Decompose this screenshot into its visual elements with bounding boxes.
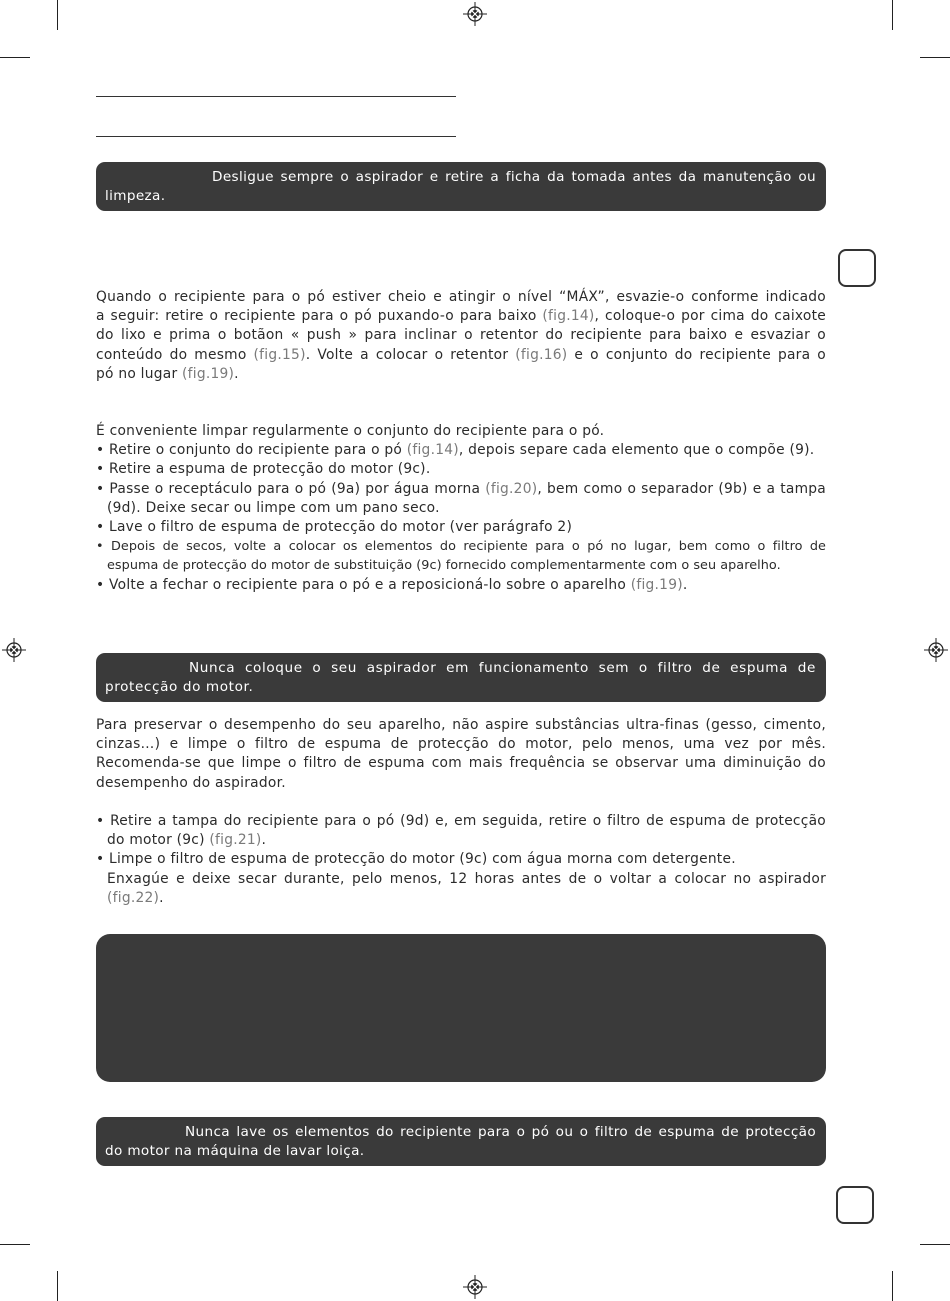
figure-reference: (fig.21) <box>209 832 262 849</box>
registration-mark-icon <box>924 638 948 662</box>
crop-mark <box>57 1271 58 1301</box>
list-item: • Depois de secos, volte a colocar os elementos do recipiente para o pó no lugar, bem como o filtro de <box>96 539 826 555</box>
figure-reference: (fig.22) <box>107 889 160 906</box>
crop-mark <box>57 0 58 30</box>
empty-dust-paragraph <box>96 288 826 384</box>
page-number-tab <box>836 1186 874 1224</box>
warning-text: Desligue sempre o aspirador e retire a ficha da tomada antes da manutenção ou limpeza. <box>105 169 816 204</box>
list-item: • Passe o receptáculo para o pó (9a) por água morna (fig.20), bem como o separador (9b) e a tampa <box>96 480 826 497</box>
warning-text: Nunca coloque o seu aspirador em funcionamento sem o filtro de espuma de <box>189 660 816 676</box>
figure-reference: (fig.19) <box>182 365 235 382</box>
warning-text: Nunca lave os elementos do recipiente para o pó ou o filtro de espuma de protecção <box>185 1124 816 1140</box>
list-item: • Retire a tampa do recipiente para o pó (9d) e, em seguida, retire o filtro de espuma de protecção <box>96 813 826 829</box>
header-rule <box>96 136 456 137</box>
list-item-continuation: do motor (9c) (fig.21). <box>107 832 267 849</box>
warning-panel-power <box>96 162 826 211</box>
list-item: • Limpe o filtro de espuma de protecção do motor (9c) com água morna com detergente. <box>96 851 736 868</box>
figure-reference: (fig.14) <box>542 308 595 325</box>
registration-mark-icon <box>463 2 487 26</box>
text-line: a seguir: retire o recipiente para o pó puxando-o para baixo (fig.14), coloque-o por cima do caixote <box>96 308 826 325</box>
warning-text: do motor na máquina de lavar loiça. <box>105 1143 365 1159</box>
text-line: Quando o recipiente para o pó estiver cheio e atingir o nível “MÁX”, esvazie-o conforme indicado <box>96 289 826 305</box>
text-line: do lixo e prima o botãon « push » para inclinar o retentor do recipiente para baixo e esvaziar o <box>96 327 826 344</box>
language-tab <box>838 249 876 287</box>
warning-text: protecção do motor. <box>105 679 254 695</box>
crop-mark <box>892 0 893 30</box>
crop-mark <box>920 1244 950 1245</box>
cleaning-list <box>96 422 826 595</box>
figure-reference: (fig.16) <box>515 346 568 363</box>
filter-paragraph: Para preservar o desempenho do seu aparelho, não aspire substâncias ultra-finas (gesso, cimento, cinzas…) e limpe o filtro de espuma de protecção do motor, pelo menos, uma vez por mês. Recomenda-se que limpe o filtro de espuma com mais frequência se observar uma diminuição do desempenho do aspirador. <box>96 717 826 791</box>
list-intro: É conveniente limpar regularmente o conjunto do recipiente para o pó. <box>96 423 605 439</box>
figure-reference: (fig.15) <box>253 346 306 363</box>
blank-info-panel <box>96 934 826 1082</box>
list-item-continuation: (9d). Deixe secar ou limpe com um pano seco. <box>107 499 440 516</box>
figure-reference: (fig.20) <box>485 480 538 497</box>
warning-panel-dishwasher <box>96 1117 826 1166</box>
figure-reference: (fig.19) <box>630 576 683 593</box>
list-item-continuation: (fig.22). <box>107 889 164 906</box>
list-item: • Lave o filtro de espuma de protecção do motor (ver parágrafo 2) <box>96 519 573 536</box>
crop-mark <box>892 1271 893 1301</box>
crop-mark <box>0 57 30 58</box>
list-item: • Volte a fechar o recipiente para o pó e a reposicioná-lo sobre o aparelho (fig.19). <box>96 576 688 593</box>
figure-reference: (fig.14) <box>406 442 459 459</box>
warning-panel-foam-filter <box>96 653 826 702</box>
list-item: • Retire o conjunto do recipiente para o pó (fig.14), depois separe cada elemento que o compõe (9). <box>96 442 815 459</box>
list-item: • Retire a espuma de protecção do motor (9c). <box>96 461 431 478</box>
list-item-continuation: espuma de protecção do motor de substituição (9c) fornecido complementarmente com o seu aparelho. <box>107 558 781 574</box>
crop-mark <box>920 57 950 58</box>
crop-mark <box>0 1244 30 1245</box>
registration-mark-icon <box>463 1275 487 1299</box>
filter-list <box>96 812 826 908</box>
registration-mark-icon <box>2 638 26 662</box>
header-rule <box>96 96 456 97</box>
text-line: pó no lugar (fig.19). <box>96 365 239 382</box>
text-line: conteúdo do mesmo (fig.15). Volte a colocar o retentor (fig.16) e o conjunto do recipiente para o <box>96 346 826 363</box>
list-item-continuation: Enxagúe e deixe secar durante, pelo menos, 12 horas antes de o voltar a colocar no aspirador <box>107 870 826 887</box>
